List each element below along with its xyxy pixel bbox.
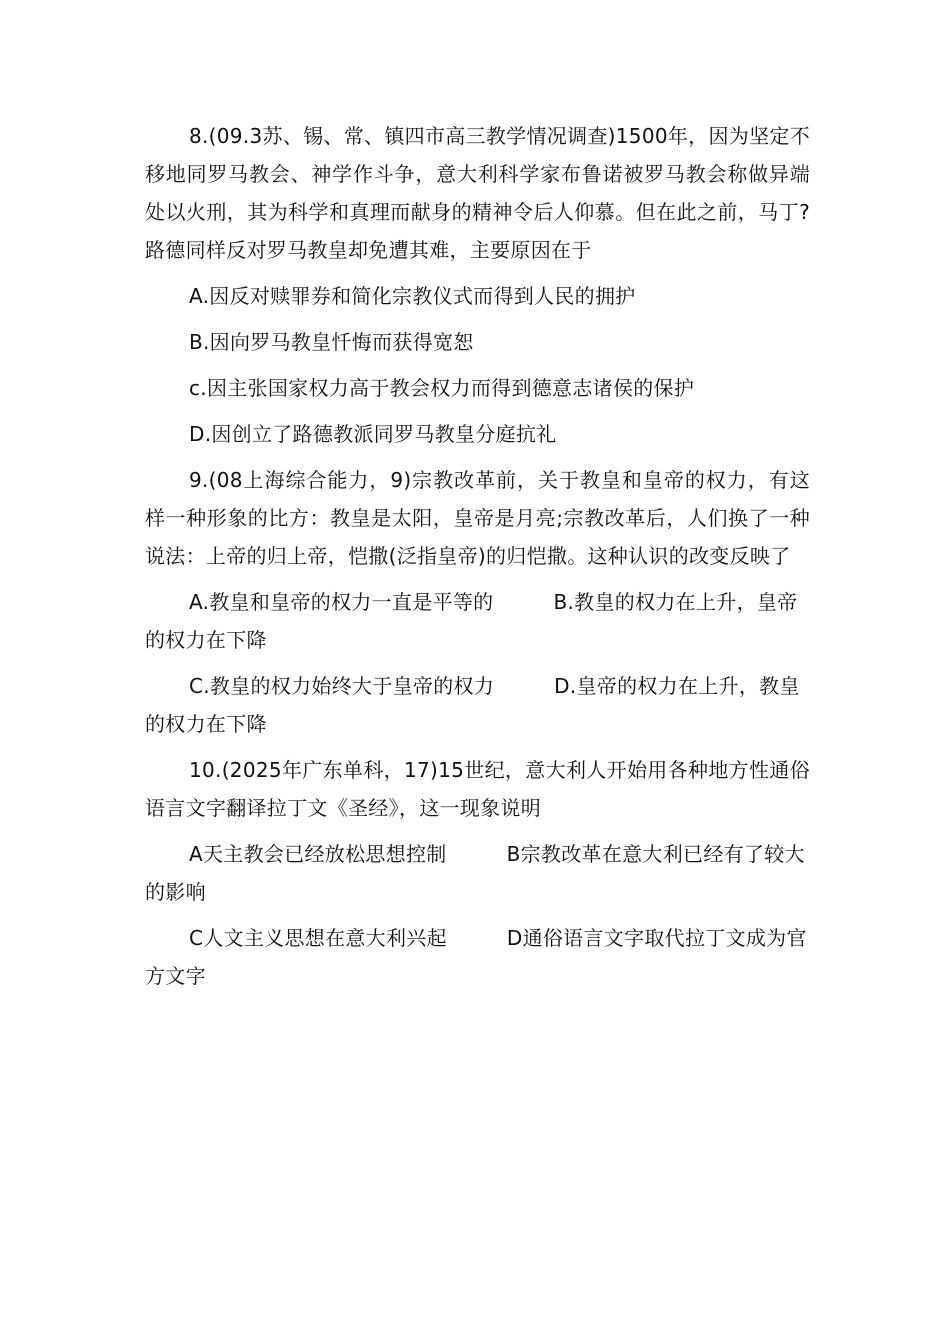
question-10-option-d: D通俗语言文字取代拉丁文成为官方文字 <box>145 926 807 988</box>
question-9-options-ab <box>145 583 810 659</box>
question-8-option-b: B.因向罗马教皇忏悔而获得宽恕 <box>189 330 474 354</box>
question-10-option-a: A天主教会已经放松思想控制 <box>189 842 447 866</box>
question-8-option-d: D.因创立了路德教派同罗马教皇分庭抗礼 <box>189 422 557 446</box>
question-10-option-b: B宗教改革在意大利已经有了较大的影响 <box>145 842 805 904</box>
question-10-options-cd <box>145 919 810 995</box>
question-9-option-c: C.教皇的权力始终大于皇帝的权力 <box>189 674 495 698</box>
question-8-option-c: c.因主张国家权力高于教会权力而得到德意志诸侯的保护 <box>189 376 695 400</box>
question-9-option-a: A.教皇和皇帝的权力一直是平等的 <box>189 590 494 614</box>
question-9-option-b: B.教皇的权力在上升，皇帝的权力在下降 <box>145 590 798 652</box>
question-9-option-d: D.皇帝的权力在上升，教皇的权力在下降 <box>145 674 800 736</box>
document-body <box>145 117 810 1003</box>
question-8-stem: 8.(09.3苏、锡、常、镇四市高三教学情况调查)1500年，因为坚定不移地同罗马教会、神学作斗争，意大利科学家布鲁诺被罗马教会称做异端处以火刑，其为科学和真理而献身的精神令后人仰慕。但在此之前，马丁?路德同样反对罗马教皇却免遭其难，主要原因在于 <box>145 124 810 262</box>
question-9-stem: 9.(08上海综合能力，9)宗教改革前，关于教皇和皇帝的权力，有这样一种形象的比方：教皇是太阳，皇帝是月亮;宗教改革后，人们换了一种说法：上帝的归上帝，恺撒(泛指皇帝)的归恺撒。这种认识的改变反映了 <box>145 468 810 568</box>
question-10-options-ab <box>145 835 810 911</box>
question-9-options-cd <box>145 667 810 743</box>
question-10-stem: 10.(2025年广东单科，17)15世纪，意大利人开始用各种地方性通俗语言文字翻译拉丁文《圣经》，这一现象说明 <box>145 758 810 820</box>
question-8-option-a: A.因反对赎罪券和简化宗教仪式而得到人民的拥护 <box>189 284 636 308</box>
question-10-option-c: C人文主义思想在意大利兴起 <box>189 926 447 950</box>
